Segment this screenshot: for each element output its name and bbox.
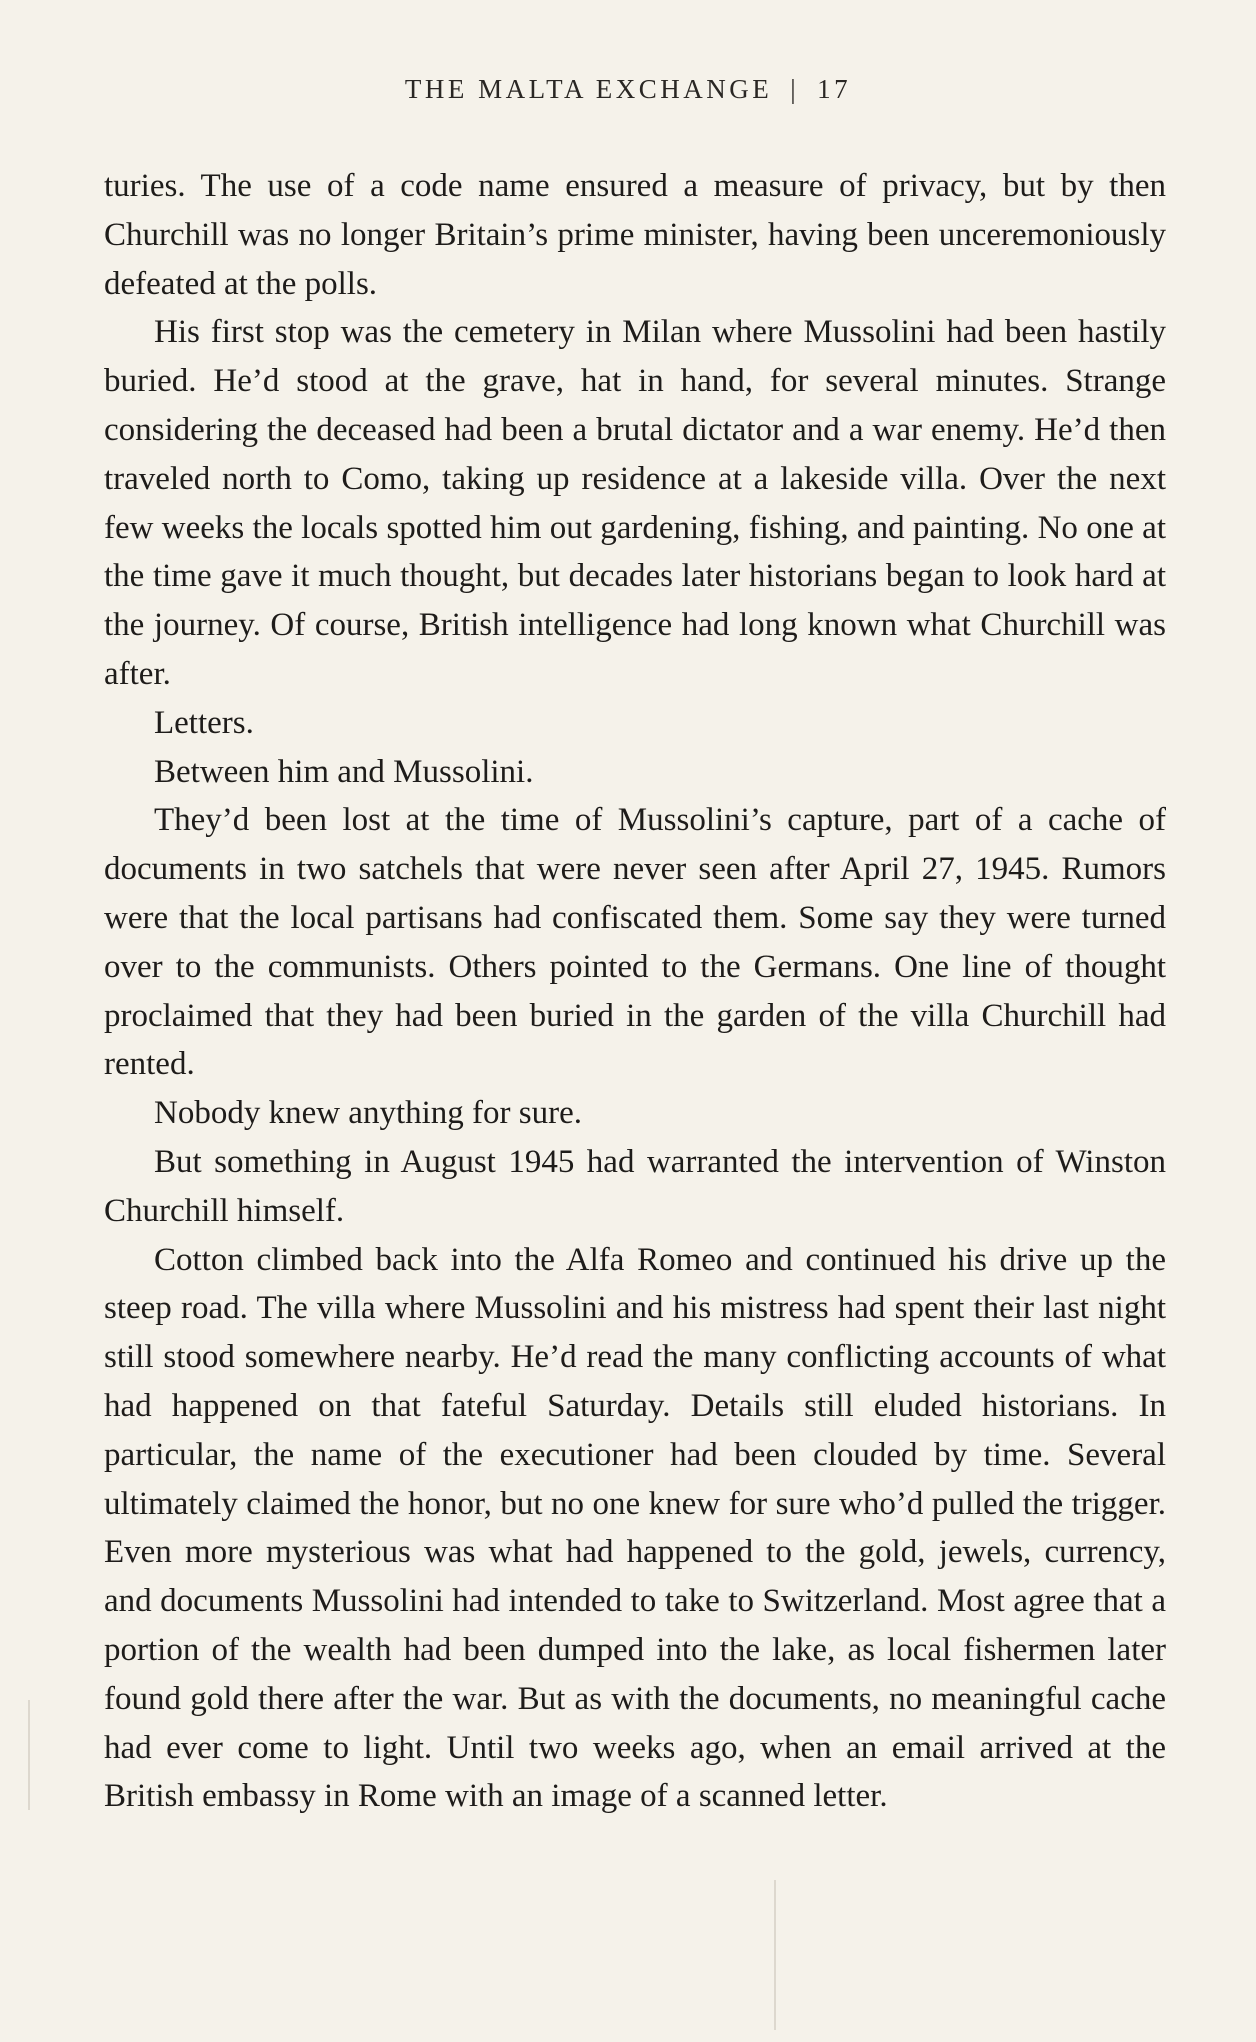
page-crease-mark bbox=[774, 1880, 776, 2030]
page-number: 17 bbox=[817, 74, 852, 104]
paragraph-7: But something in August 1945 had warranted the intervention of Winston Churchill himself. bbox=[104, 1143, 1166, 1229]
paragraph-2: His first stop was the cemetery in Milan where Mussolini had been hastily buried. He’d stood at the grave, hat in hand, for several minutes. Strange considering the deceased had been a brutal dictator and a war enemy. He’d then traveled north to Como, taking up residence at a lakeside villa. Over the next few weeks the locals spotted him out gardening, fishing, and painting. No one at the time gave it much thought, but decades later historians began to look hard at the journey. Of course, British intelligence had long known what Churchill was after. bbox=[104, 314, 1166, 692]
running-header bbox=[0, 74, 1256, 105]
paragraph-8: Cotton climbed back into the Alfa Romeo and continued his drive up the steep road. The villa where Mussolini and his mistress had spent their last night still stood somewhere nearby. He’d read the many conflicting accounts of what had happened on that fateful Saturday. Details still eluded historians. In particular, the name of the executioner had been clouded by time. Several ultimately claimed the honor, but no one knew for sure who’d pulled the trigger. Even more mysterious was what had happened to the gold, jewels, currency, and documents Mussolini had intended to take to Switzerland. Most agree that a portion of the wealth had been dumped into the lake, as local fishermen later found gold there after the war. But as with the documents, no meaningful cache had ever come to light. Until two weeks ago, when an email arrived at the British embassy in Rome with an image of a scanned letter. bbox=[104, 1241, 1166, 1815]
paragraph-5: They’d been lost at the time of Mussolini’s capture, part of a cache of documents in two satchels that were never seen after April 27, 1945. Rumors were that the local partisans had confiscated them. Some say they were turned over to the communists. Others pointed to the Germans. One line of thought proclaimed that they had been buried in the garden of the villa Churchill had rented. bbox=[104, 802, 1166, 1083]
body-text bbox=[104, 162, 1166, 1821]
page-edge-mark bbox=[28, 1700, 30, 1810]
paragraph-4: Between him and Mussolini. bbox=[154, 753, 534, 790]
paragraph-6: Nobody knew anything for sure. bbox=[154, 1095, 583, 1132]
book-title: THE MALTA EXCHANGE bbox=[404, 74, 773, 104]
header-separator: | bbox=[790, 74, 800, 104]
paragraph-1: turies. The use of a code name ensured a measure of privacy, but by then Churchill was no longer Britain’s prime minister, having been unceremoniously defeated at the polls. bbox=[104, 168, 1166, 302]
paragraph-3: Letters. bbox=[154, 704, 254, 741]
